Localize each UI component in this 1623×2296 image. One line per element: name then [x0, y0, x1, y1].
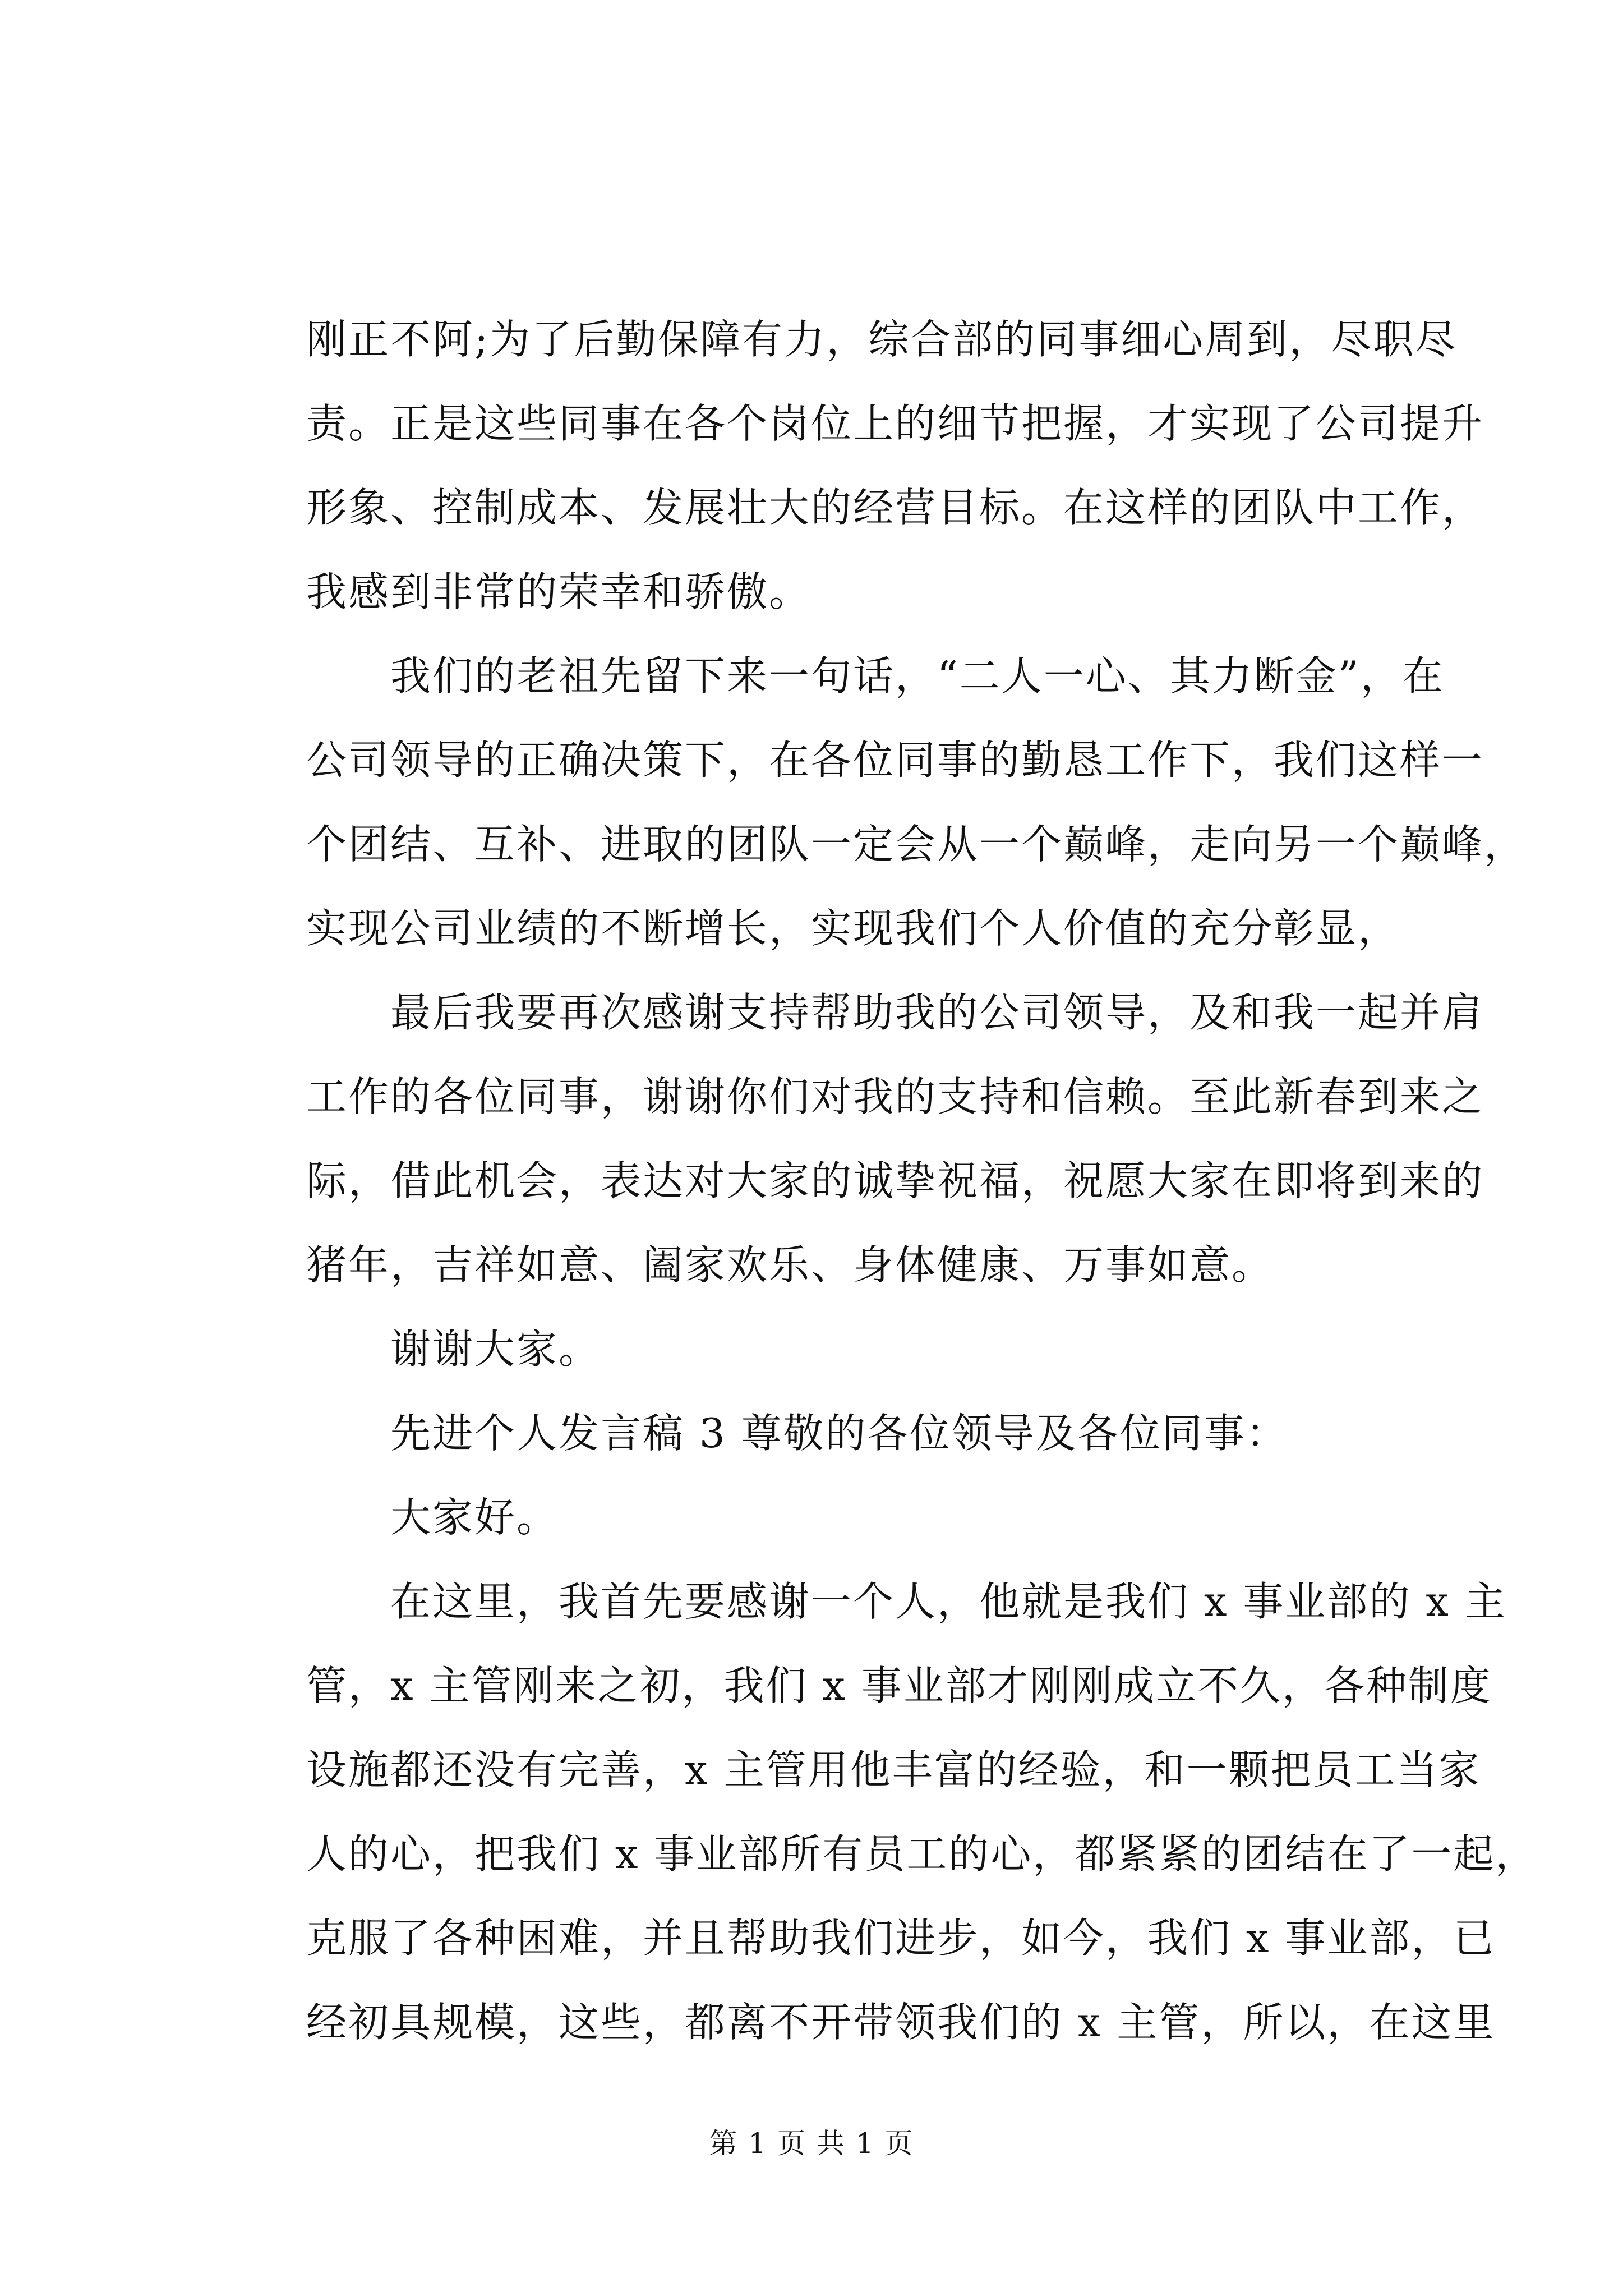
text-line: 克服了各种困难，并且帮助我们进步，如今，我们 x 事业部，已: [306, 1915, 1496, 1962]
text-line: 际，借此机会，表达对大家的诚挚祝福，祝愿大家在即将到来的: [306, 1157, 1484, 1204]
page-number-label: 第 1 页 共 1 页: [709, 2127, 914, 2160]
text-line: 设施都还没有完善，x 主管用他丰富的经验，和一颗把员工当家: [306, 1746, 1481, 1793]
text-line: 经初具规模，这些，都离不开带领我们的 x 主管，所以，在这里: [306, 1999, 1496, 2046]
text-line: 人的心，把我们 x 事业部所有员工的心，都紧紧的团结在了一起，: [306, 1830, 1538, 1878]
text-line: 刚正不阿;为了后勤保障有力，综合部的同事细心周到，尽职尽: [306, 316, 1458, 363]
text-line: 形象、控制成本、发展壮大的经营目标。在这样的团队中工作，: [306, 484, 1484, 531]
text-line: 责。正是这些同事在各个岗位上的细节把握，才实现了公司提升: [306, 400, 1484, 447]
text-line: 在这里，我首先要感谢一个人，他就是我们 x 事业部的 x 主: [306, 1578, 1507, 1625]
text-line: 个团结、互补、进取的团队一定会从一个巅峰，走向另一个巅峰，: [306, 821, 1527, 868]
text-line: 管，x 主管刚来之初，我们 x 事业部才刚刚成立不久，各种制度: [306, 1662, 1492, 1709]
page-footer: [0, 2124, 1623, 2163]
text-line: 我感到非常的荣幸和骄傲。: [306, 568, 811, 615]
text-line: 工作的各位同事，谢谢你们对我的支持和信赖。至此新春到来之: [306, 1073, 1484, 1120]
text-line: 猪年，吉祥如意、阖家欢乐、身体健康、万事如意。: [306, 1241, 1274, 1289]
text-line: 实现公司业绩的不断增长，实现我们个人价值的充分彰显，: [306, 905, 1400, 952]
text-line: 我们的老祖先留下来一句话，“二人一心、其力断金”，在: [306, 652, 1445, 700]
document-body: [306, 297, 1538, 2064]
text-line: 谢谢大家。: [306, 1326, 601, 1373]
text-line: 大家好。: [306, 1494, 559, 1541]
text-line: 先进个人发言稿 3 尊敬的各位领导及各位同事：: [306, 1410, 1288, 1457]
text-line: 最后我要再次感谢支持帮助我的公司领导，及和我一起并肩: [306, 989, 1484, 1036]
text-line: 公司领导的正确决策下，在各位同事的勤恳工作下，我们这样一: [306, 737, 1484, 784]
body-paragraph: [306, 297, 1538, 2064]
